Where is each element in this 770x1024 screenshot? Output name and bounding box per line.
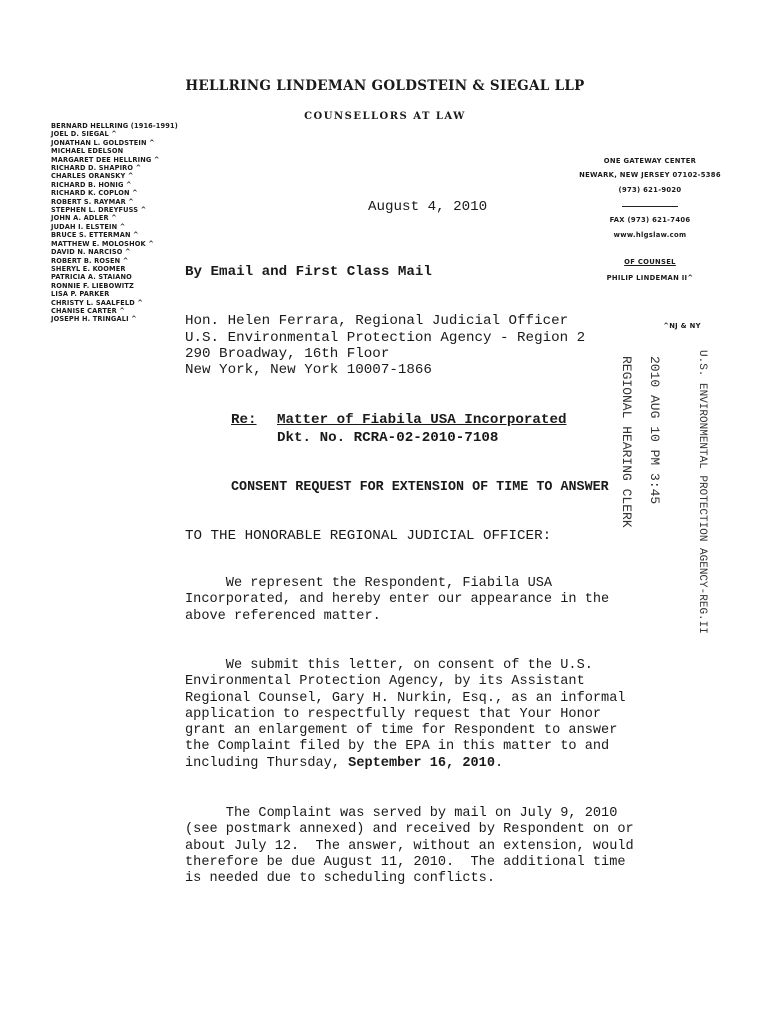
firm-website: www.hlgslaw.com bbox=[613, 231, 687, 239]
address-line-2: NEWARK, NEW JERSEY 07102-5386 bbox=[579, 171, 721, 179]
partner-name: CHARLES ORANSKY ^ bbox=[51, 172, 134, 181]
firm-fax: FAX (973) 621-7406 bbox=[609, 216, 691, 224]
paragraph-2-text: We submit this letter, on consent of the U.S. Environmental Protection Agency, by its Assistant Regional Counsel, Gary H. Nurkin, Esq., as an informal application to respectfully request that Your Honor grant an enlargement of time for Respondent to answer the Complaint filed by the EPA in this matter to and including Thursday, bbox=[185, 658, 626, 771]
paragraph-1: We represent the Respondent, Fiabila USA Incorporated, and hereby enter our appearance in the above referenced matter. bbox=[185, 576, 610, 624]
received-stamp bbox=[612, 350, 708, 634]
admission-note: ^NJ & NY bbox=[663, 322, 701, 330]
partner-name: ROBERT S. RAYMAR ^ bbox=[51, 197, 134, 206]
salutation: TO THE HONORABLE REGIONAL JUDICIAL OFFICER: bbox=[185, 528, 552, 544]
of-counsel-name: PHILIP LINDEMAN II^ bbox=[606, 274, 694, 282]
partner-name: JUDAH I. ELSTEIN ^ bbox=[51, 222, 126, 231]
letter-date: August 4, 2010 bbox=[368, 199, 488, 215]
partner-name: RONNIE F. LIEBOWITZ bbox=[51, 281, 134, 290]
partner-name: RICHARD K. COPLON ^ bbox=[51, 189, 138, 198]
partner-name: ROBERT B. ROSEN ^ bbox=[51, 256, 129, 265]
paragraph-2-end: . bbox=[495, 755, 504, 771]
delivery-method: By Email and First Class Mail bbox=[185, 264, 432, 280]
partner-name: JOHN A. ADLER ^ bbox=[51, 214, 117, 223]
partner-name: LISA P. PARKER bbox=[51, 290, 110, 299]
partner-list bbox=[51, 122, 211, 324]
partner-name: JOSEPH H. TRINGALI ^ bbox=[51, 315, 137, 324]
partner-name: DAVID N. NARCISO ^ bbox=[51, 248, 131, 257]
partner-name: MARGARET DEE HELLRING ^ bbox=[51, 155, 160, 164]
recipient-line-4: New York, New York 10007-1866 bbox=[185, 362, 432, 378]
partner-name: RICHARD B. HONIG ^ bbox=[51, 180, 132, 189]
paragraph-3: The Complaint was served by mail on July 9, 2010 (see postmark annexed) and received by Respondent on or about July 12. The answer, without an extension, would therefore be due August 11, 2010. The additional time is needed due to scheduling conflicts. bbox=[185, 806, 634, 887]
partner-name: MICHAEL EDELSON bbox=[51, 147, 124, 156]
re-matter: Matter of Fiabila USA Incorporated bbox=[277, 412, 567, 428]
partner-name: BRUCE S. ETTERMAN ^ bbox=[51, 231, 139, 240]
recipient-line-2: U.S. Environmental Protection Agency - Region 2 bbox=[185, 330, 586, 346]
letter-subject: CONSENT REQUEST FOR EXTENSION OF TIME TO ANSWER bbox=[231, 480, 609, 495]
partner-name: CHRISTY L. SAALFELD ^ bbox=[51, 298, 144, 307]
address-line-1: ONE GATEWAY CENTER bbox=[603, 157, 697, 165]
stamp-line-1: REGIONAL HEARING CLERK bbox=[619, 356, 634, 528]
extension-date: September 16, 2010 bbox=[348, 755, 495, 771]
partner-name: CHANISE CARTER ^ bbox=[51, 306, 126, 315]
re-label: Re: bbox=[231, 412, 257, 428]
partner-name: JONATHAN L. GOLDSTEIN ^ bbox=[51, 138, 155, 147]
of-counsel-label: OF COUNSEL bbox=[624, 258, 676, 266]
re-docket: Dkt. No. RCRA-02-2010-7108 bbox=[277, 430, 499, 446]
letterhead-divider bbox=[622, 206, 678, 207]
recipient-line-3: 290 Broadway, 16th Floor bbox=[185, 346, 390, 362]
recipient-line-1: Hon. Helen Ferrara, Regional Judicial Officer bbox=[185, 313, 569, 329]
partner-name: BERNARD HELLRING (1916-1991) bbox=[51, 122, 178, 130]
firm-subtitle: COUNSELLORS AT LAW bbox=[304, 111, 466, 122]
partner-name: STEPHEN L. DREYFUSS ^ bbox=[51, 206, 147, 215]
partner-name: JOEL D. SIEGAL ^ bbox=[51, 130, 117, 139]
partner-name: RICHARD D. SHAPIRO ^ bbox=[51, 164, 142, 173]
paragraph-2 bbox=[185, 658, 626, 772]
partner-name: MATTHEW E. MOLOSHOK ^ bbox=[51, 239, 154, 248]
partner-name: SHERYL E. KOOMER bbox=[51, 264, 126, 273]
firm-phone: (973) 621-9020 bbox=[618, 186, 682, 194]
firm-name: HELLRING LINDEMAN GOLDSTEIN & SIEGAL LLP bbox=[185, 78, 585, 94]
stamp-line-3: U.S. ENVIRONMENTAL PROTECTION AGENCY-REG.II bbox=[696, 350, 708, 634]
partner-name: PATRICIA A. STAIANO bbox=[51, 273, 132, 282]
stamp-line-2: 2010 AUG 10 PM 3:45 bbox=[647, 356, 662, 505]
